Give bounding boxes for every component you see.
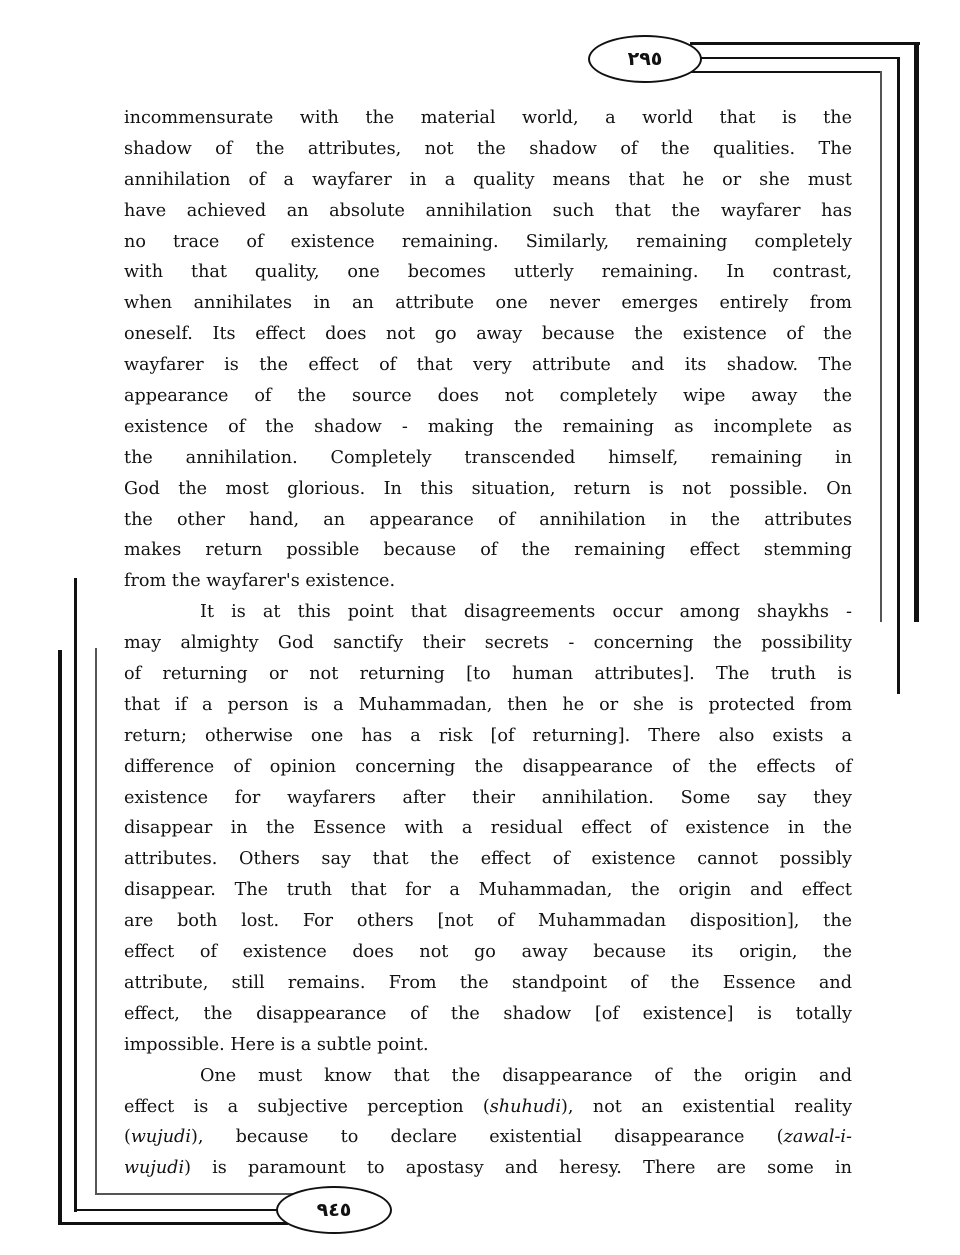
text-line xyxy=(124,412,852,443)
text-line xyxy=(124,1061,852,1092)
paragraph xyxy=(124,103,852,597)
text-run: the annihilation. Completely transcended himself, remaining in xyxy=(124,447,852,468)
text-line xyxy=(124,999,852,1030)
text-run: that if a person is a Muhammadan, then he or she is protected from xyxy=(124,694,852,715)
text-run: disappear. The truth that for a Muhammadan, the origin and effect xyxy=(124,880,852,901)
text-run: are both lost. For others [not of Muhammadan disposition], the xyxy=(124,911,852,932)
text-run: when annihilates in an attribute one never emerges entirely from xyxy=(124,293,852,314)
text-run: oneself. Its effect does not go away because the existence of the xyxy=(124,324,852,345)
text-run: have achieved an absolute annihilation such that the wayfarer has xyxy=(124,200,852,221)
text-run: no trace of existence remaining. Similarly, remaining completely xyxy=(124,231,852,252)
frame-left-outer-vertical xyxy=(58,650,62,1225)
text-line xyxy=(124,443,852,474)
text-run: effect, the disappearance of the shadow [of existence] is totally xyxy=(124,1003,852,1024)
text-run: It is at this point that disagreements occur among shaykhs - xyxy=(200,602,852,623)
text-run: One must know that the disappearance of the origin and xyxy=(200,1065,852,1086)
text-line xyxy=(124,535,852,566)
text-line xyxy=(124,1153,852,1184)
text-line xyxy=(124,165,852,196)
text-line xyxy=(124,628,852,659)
text-run: from the wayfarer's existence. xyxy=(124,571,396,592)
text-line xyxy=(124,813,852,844)
footer-page-number: ٩٤٥ xyxy=(276,1186,392,1234)
text-run: makes return possible because of the remaining effect stemming xyxy=(124,540,852,561)
italic-term: shuhudi xyxy=(489,1096,562,1117)
text-line xyxy=(124,196,852,227)
text-line xyxy=(124,227,852,258)
text-run: effect of existence does not go away because its origin, the xyxy=(124,942,852,963)
text-line xyxy=(124,1030,852,1061)
text-run: shadow of the attributes, not the shadow of the qualities. The xyxy=(124,138,852,159)
text-run: appearance of the source does not completely wipe away the xyxy=(124,386,852,407)
text-line xyxy=(124,350,852,381)
text-line xyxy=(124,505,852,536)
text-run: God the most glorious. In this situation, return is not possible. On xyxy=(124,478,852,499)
text-line xyxy=(124,721,852,752)
text-run: ), not an existential reality xyxy=(561,1096,853,1117)
text-run: attributes. Others say that the effect of existence cannot possibly xyxy=(124,849,852,870)
italic-term: wujudi xyxy=(130,1127,191,1148)
text-run: impossible. Here is a subtle point. xyxy=(124,1034,429,1055)
text-run: difference of opinion concerning the disappearance of the effects of xyxy=(124,756,852,777)
text-line xyxy=(124,906,852,937)
text-line xyxy=(124,134,852,165)
text-run: with that quality, one becomes utterly remaining. In contrast, xyxy=(124,262,852,283)
text-line xyxy=(124,690,852,721)
text-run: return; otherwise one has a risk [of returning]. There also exists a xyxy=(124,725,852,746)
frame-top-outer-horizontal xyxy=(690,42,920,45)
italic-term: wujudi xyxy=(124,1158,185,1179)
text-run: effect is a subjective perception ( xyxy=(124,1096,490,1117)
text-run: attribute, still remains. From the standpoint of the Essence and xyxy=(124,972,852,993)
italic-term: zawal-i- xyxy=(783,1127,852,1148)
header-page-number: ٢٩٥ xyxy=(588,35,702,83)
text-run: ), because to declare existential disappearance ( xyxy=(190,1127,784,1148)
frame-left-middle-vertical xyxy=(74,578,77,1212)
frame-top-middle-horizontal xyxy=(698,57,900,59)
frame-bottom-inner-horizontal xyxy=(95,1193,295,1195)
text-run: disappear in the Essence with a residual effect of existence in the xyxy=(124,818,852,839)
text-run: wayfarer is the effect of that very attribute and its shadow. The xyxy=(124,355,852,376)
text-line xyxy=(124,474,852,505)
text-line xyxy=(124,783,852,814)
frame-left-inner-vertical xyxy=(95,648,97,1195)
text-run: ) is paramount to apostasy and heresy. There are some in xyxy=(184,1158,852,1179)
text-line xyxy=(124,1092,852,1123)
text-line xyxy=(124,103,852,134)
text-run: may almighty God sanctify their secrets - concerning the possibility xyxy=(124,633,852,654)
text-line xyxy=(124,597,852,628)
text-line xyxy=(124,659,852,690)
text-run: annihilation of a wayfarer in a quality means that he or she must xyxy=(124,169,852,190)
frame-top-inner-horizontal xyxy=(690,71,882,73)
text-run: existence for wayfarers after their annihilation. Some say they xyxy=(124,787,852,808)
frame-bottom-outer-horizontal xyxy=(58,1222,288,1225)
text-line xyxy=(124,257,852,288)
text-run: ( xyxy=(124,1127,131,1148)
text-line xyxy=(124,566,852,597)
text-line xyxy=(124,288,852,319)
paragraph xyxy=(124,1061,852,1185)
text-run: the other hand, an appearance of annihilation in the attributes xyxy=(124,509,852,530)
text-run: incommensurate with the material world, a world that is the xyxy=(124,108,852,128)
body-text xyxy=(124,103,852,1184)
text-line xyxy=(124,844,852,875)
text-line xyxy=(124,752,852,783)
frame-bottom-middle-horizontal xyxy=(74,1209,288,1211)
frame-right-outer-vertical xyxy=(914,42,919,622)
text-line xyxy=(124,937,852,968)
text-line xyxy=(124,319,852,350)
text-line xyxy=(124,381,852,412)
frame-right-middle-vertical xyxy=(897,57,900,694)
text-run: of returning or not returning [to human attributes]. The truth is xyxy=(124,664,852,685)
text-line xyxy=(124,1122,852,1153)
frame-right-inner-vertical xyxy=(880,71,882,622)
text-run: existence of the shadow - making the remaining as incomplete as xyxy=(124,416,852,437)
paragraph xyxy=(124,597,852,1060)
text-line xyxy=(124,968,852,999)
text-line xyxy=(124,875,852,906)
